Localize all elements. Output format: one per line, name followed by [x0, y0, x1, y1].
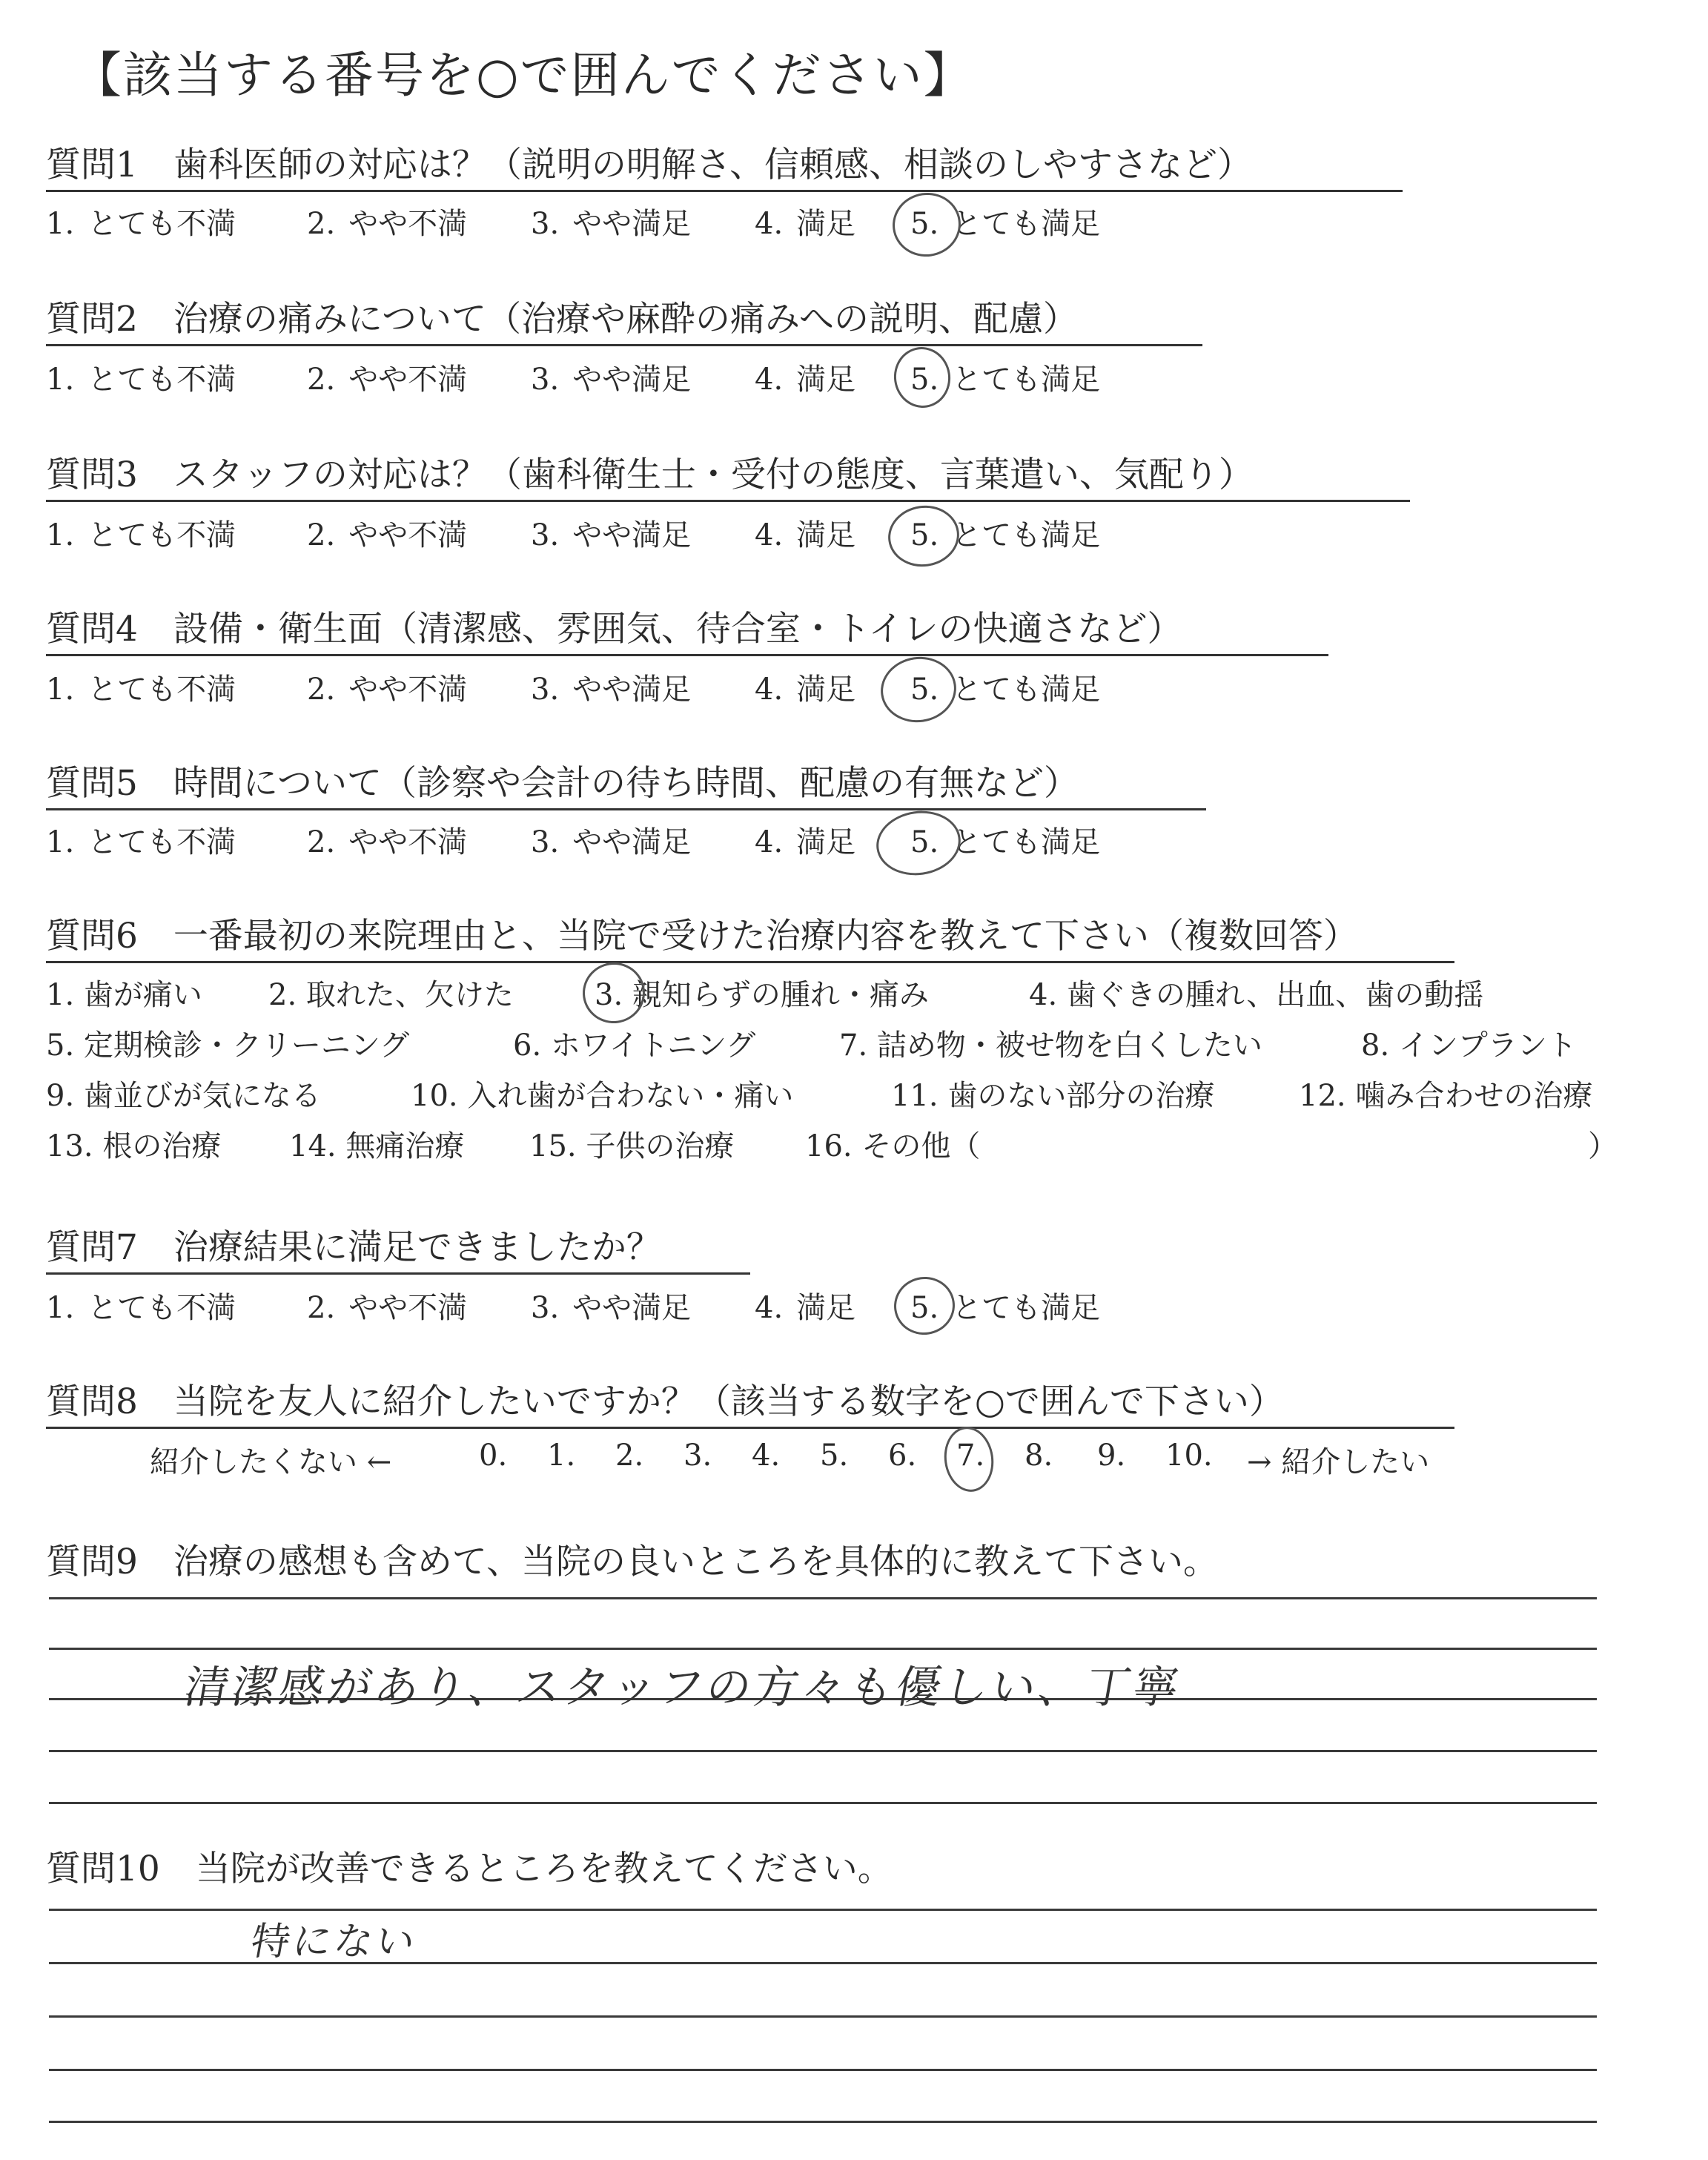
option-number: 2. — [268, 978, 297, 1012]
question-text: 治療結果に満足できましたか？ — [173, 1227, 661, 1268]
option-label[interactable]: その他（ — [861, 1129, 981, 1163]
option-label[interactable]: 歯のない部分の治療 — [947, 1079, 1215, 1113]
option-label[interactable]: やや不満 — [348, 518, 468, 552]
option-label[interactable]: やや満足 — [572, 207, 692, 241]
question-10 — [46, 1846, 893, 1894]
question-text: 当院が改善できるところを教えてください。 — [195, 1849, 893, 1889]
option-label[interactable]: 歯ぐきの腫れ、出血、歯の動揺 — [1066, 978, 1484, 1012]
option-number: 3. — [531, 518, 560, 552]
option-label[interactable]: 入れ歯が合わない・痛い — [467, 1079, 794, 1113]
option-label[interactable]: 満足 — [796, 825, 856, 859]
option-label[interactable]: とても満足 — [952, 363, 1101, 397]
option-number: 11. — [891, 1079, 939, 1113]
question-text: 一番最初の来院理由と、当院で受けた治療内容を教えて下さい（複数回答） — [173, 916, 1358, 957]
question-1 — [46, 142, 1403, 192]
option-label[interactable]: やや不満 — [348, 1291, 468, 1325]
question-number: 質問8 — [46, 1381, 138, 1422]
other-close-paren: ） — [1588, 1129, 1618, 1163]
option-label[interactable]: やや満足 — [572, 1291, 692, 1325]
option-number: 1. — [46, 518, 75, 552]
option-number: 2. — [307, 825, 336, 859]
option-number: 4. — [1029, 978, 1058, 1012]
scale-option[interactable]: 4. — [752, 1439, 781, 1473]
reason-options-row-4 — [46, 1123, 1677, 1167]
option-label[interactable]: 親知らずの腫れ・痛み — [632, 978, 929, 1012]
option-number: 10. — [411, 1079, 458, 1113]
question-8 — [46, 1379, 1454, 1429]
option-label[interactable]: とても満足 — [952, 1291, 1101, 1325]
option-number: 7. — [839, 1028, 868, 1063]
question-number: 質問2 — [46, 299, 138, 340]
reason-options-row-3 — [46, 1072, 1692, 1117]
option-label[interactable]: やや満足 — [572, 363, 692, 397]
option-label[interactable]: やや満足 — [572, 825, 692, 859]
question-3 — [46, 452, 1410, 502]
option-label[interactable]: とても満足 — [952, 207, 1101, 241]
option-number: 4. — [755, 825, 784, 859]
option-label[interactable]: 定期検診・クリーニング — [83, 1028, 410, 1063]
scale-option[interactable]: 6. — [888, 1439, 917, 1473]
option-label[interactable]: やや不満 — [348, 207, 468, 241]
option-number: 4. — [755, 1291, 784, 1325]
option-number: 2. — [307, 207, 336, 241]
question-text: 時間について（診察や会計の待ち時間、配慮の有無など） — [173, 763, 1079, 804]
option-number: 2. — [307, 518, 336, 552]
option-label[interactable]: やや満足 — [572, 673, 692, 707]
option-number: 1. — [46, 1291, 75, 1325]
option-number: 3. — [531, 363, 560, 397]
handwritten-answer-q9[interactable]: 清潔感があり、スタッフの方々も優しい、丁寧 — [179, 1662, 1186, 1714]
option-number: 4. — [755, 518, 784, 552]
option-number: 16. — [805, 1129, 853, 1163]
option-label[interactable]: とても不満 — [87, 518, 236, 552]
option-number: 13. — [46, 1129, 93, 1163]
option-number: 5. — [910, 363, 939, 397]
option-number: 1. — [46, 673, 75, 707]
option-label[interactable]: 満足 — [796, 207, 856, 241]
reason-options-row-1 — [46, 971, 1677, 1016]
answer-line — [49, 1648, 1597, 1650]
option-number: 1. — [46, 207, 75, 241]
reason-options-row-2 — [46, 1022, 1677, 1066]
question-number: 質問4 — [46, 609, 138, 650]
scale-option[interactable]: 10. — [1165, 1439, 1213, 1473]
answer-line — [49, 2069, 1597, 2071]
option-label[interactable]: 無痛治療 — [345, 1129, 465, 1163]
option-label[interactable]: やや不満 — [348, 673, 468, 707]
option-number: 8. — [1361, 1028, 1390, 1063]
question-number: 質問10 — [46, 1849, 160, 1889]
option-label[interactable]: とても満足 — [952, 673, 1101, 707]
option-number: 3. — [595, 978, 623, 1012]
question-number: 質問9 — [46, 1542, 138, 1582]
scale-option[interactable]: 0. — [479, 1439, 508, 1473]
question-number: 質問3 — [46, 455, 138, 495]
option-number: 1. — [46, 978, 75, 1012]
handwritten-answer-q10[interactable]: 特にない — [247, 1920, 422, 1964]
option-label[interactable]: 子供の治療 — [586, 1129, 735, 1163]
option-label[interactable]: やや不満 — [348, 363, 468, 397]
option-number: 5. — [910, 825, 939, 859]
option-label[interactable]: とても満足 — [952, 825, 1101, 859]
scale-option[interactable]: 1. — [547, 1439, 576, 1473]
option-number: 5. — [910, 673, 939, 707]
scale-option[interactable]: 5. — [820, 1439, 849, 1473]
scale-option[interactable]: 7. — [956, 1439, 985, 1473]
scale-option[interactable]: 8. — [1025, 1439, 1053, 1473]
scale-option[interactable]: 9. — [1097, 1439, 1126, 1473]
question-text: 歯科医師の対応は？（説明の明解さ、信頼感、相談のしやすさなど） — [173, 145, 1253, 185]
question-6 — [46, 914, 1454, 963]
option-number: 9. — [46, 1079, 75, 1113]
scale-option[interactable]: 2. — [615, 1439, 644, 1473]
option-number: 5. — [910, 207, 939, 241]
option-label[interactable]: やや不満 — [348, 825, 468, 859]
answer-line — [49, 1597, 1597, 1599]
option-label[interactable]: 取れた、欠けた — [305, 978, 514, 1012]
question-7 — [46, 1225, 750, 1275]
option-number: 14. — [289, 1129, 337, 1163]
question-number: 質問6 — [46, 916, 138, 957]
option-label[interactable]: とても不満 — [87, 207, 236, 241]
question-5 — [46, 761, 1206, 810]
option-label[interactable]: 歯並びが気になる — [83, 1079, 321, 1113]
answer-line — [49, 2121, 1597, 2123]
scale-left-label: 紹介したくない ← — [150, 1445, 392, 1479]
option-number: 1. — [46, 363, 75, 397]
option-label[interactable]: 満足 — [796, 673, 856, 707]
answer-line — [49, 2015, 1597, 2018]
option-label[interactable]: とても不満 — [87, 1291, 236, 1325]
option-number: 5. — [46, 1028, 75, 1063]
option-number: 15. — [529, 1129, 577, 1163]
answer-line — [49, 1750, 1597, 1752]
option-label[interactable]: とても不満 — [87, 825, 236, 859]
scale-right-label: → 紹介したい — [1247, 1445, 1430, 1479]
question-2 — [46, 297, 1202, 346]
question-text: 治療の感想も含めて、当院の良いところを具体的に教えて下さい。 — [173, 1542, 1218, 1582]
option-label[interactable]: 満足 — [796, 1291, 856, 1325]
option-number: 4. — [755, 207, 784, 241]
question-text: スタッフの対応は？（歯科衛生士・受付の態度、言葉遣い、気配り） — [173, 455, 1254, 495]
option-label[interactable]: とても不満 — [87, 363, 236, 397]
page-heading: 【該当する番号を○で囲んでください】 — [73, 47, 974, 104]
option-label[interactable]: 根の治療 — [102, 1129, 222, 1163]
option-label[interactable]: 歯が痛い — [83, 978, 202, 1012]
option-number: 4. — [755, 673, 784, 707]
option-number: 12. — [1299, 1079, 1346, 1113]
question-text: 治療の痛みについて（治療や麻酔の痛みへの説明、配慮） — [173, 299, 1079, 340]
option-label[interactable]: とても満足 — [952, 518, 1101, 552]
option-label[interactable]: やや満足 — [572, 518, 692, 552]
option-label[interactable]: 満足 — [796, 518, 856, 552]
option-number: 3. — [531, 673, 560, 707]
option-number: 5. — [910, 518, 939, 552]
question-text: 当院を友人に紹介したいですか？（該当する数字を○で囲んで下さい） — [173, 1381, 1284, 1422]
question-number: 質問5 — [46, 763, 138, 804]
option-number: 4. — [755, 363, 784, 397]
option-number: 3. — [531, 1291, 560, 1325]
option-number: 3. — [531, 207, 560, 241]
option-number: 2. — [307, 1291, 336, 1325]
question-number: 質問1 — [46, 145, 138, 185]
option-label[interactable]: 詰め物・被せ物を白くしたい — [876, 1028, 1262, 1063]
option-label[interactable]: ホワイトニング — [550, 1028, 756, 1063]
option-number: 5. — [910, 1291, 939, 1325]
option-number: 1. — [46, 825, 75, 859]
answer-line — [49, 1802, 1597, 1804]
recommend-scale — [46, 1439, 1603, 1483]
option-label[interactable]: とても不満 — [87, 673, 236, 707]
option-label[interactable]: インプラント — [1398, 1028, 1577, 1063]
question-number: 質問7 — [46, 1227, 138, 1268]
option-number: 6. — [513, 1028, 542, 1063]
question-9 — [46, 1539, 1218, 1587]
question-4 — [46, 607, 1328, 656]
scale-option[interactable]: 3. — [683, 1439, 712, 1473]
option-number: 3. — [531, 825, 560, 859]
option-label[interactable]: 満足 — [796, 363, 856, 397]
option-number: 2. — [307, 673, 336, 707]
option-label[interactable]: 噛み合わせの治療 — [1355, 1079, 1593, 1113]
option-number: 2. — [307, 363, 336, 397]
question-text: 設備・衛生面（清潔感、雰囲気、待合室・トイレの快適さなど） — [173, 609, 1182, 650]
